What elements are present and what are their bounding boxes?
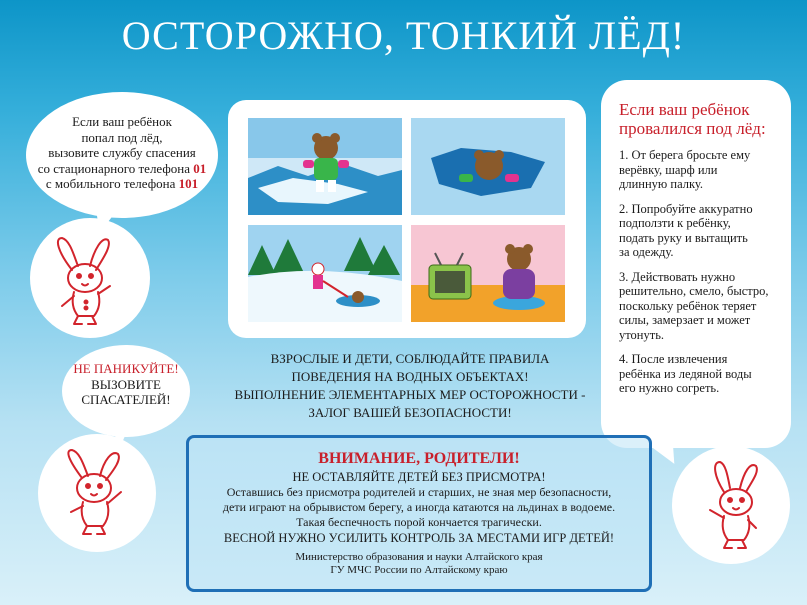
instruction-item: 3. Действовать нужно решительно, смело, быстро, поскольку ребёнок теряет силы, замерзает и может утонуть. <box>619 269 769 342</box>
notice-line: дети играют на обрывистом берегу, а иногда катаются на льдинах в водоеме. <box>222 500 616 514</box>
instructions-heading: Если ваш ребёнок провалился под лёд: <box>619 100 766 138</box>
rules-line: ПОВЕДЕНИЯ НА ВОДНЫХ ОБЪЕКТАХ! <box>291 369 529 384</box>
rules-line: ВЗРОСЛЫЕ И ДЕТИ, СОБЛЮДАЙТЕ ПРАВИЛА <box>270 351 550 366</box>
comic-panel-rescue <box>248 225 402 322</box>
panic-bubble <box>62 345 190 437</box>
panic-line: ВЫЗОВИТЕ <box>91 376 161 392</box>
instruction-item: 4. После извлечения ребёнка из ледяной воды его нужно согреть. <box>619 352 752 395</box>
panic-line: НЕ ПАНИКУЙТЕ! <box>73 361 179 376</box>
rules-line: ВЫПОЛНЕНИЕ ЭЛЕМЕНТАРНЫХ МЕР ОСТОРОЖНОСТИ - <box>234 387 586 402</box>
bunny-illustration <box>40 232 140 332</box>
instruction-item: 2. Попробуйте аккуратно подползти к ребёнку, подать руку и вытащить за одежду. <box>619 201 753 259</box>
rules-line: ЗАЛОГ ВАШЕЙ БЕЗОПАСНОСТИ! <box>308 405 512 420</box>
comic-panel-bear-in-water <box>411 118 565 215</box>
comic-strip <box>228 100 586 338</box>
comic-panel-warming <box>411 225 565 322</box>
notice-line: Оставшись без присмотра родителей и старших, не зная мер безопасности, <box>226 485 612 499</box>
comic-panel-bear-on-ice <box>248 118 402 215</box>
notice-line: НЕ ОСТАВЛЯЙТЕ ДЕТЕЙ БЕЗ ПРИСМОТРА! <box>292 470 546 484</box>
parents-notice <box>186 435 652 592</box>
notice-line: Такая беспечность порой кончается трагически. <box>296 515 542 529</box>
instructions-panel <box>601 80 791 448</box>
safety-rules-text <box>200 350 620 422</box>
bubble-line: попал под лёд, <box>81 129 163 145</box>
bubble-line: вызовите службу спасения <box>48 145 196 160</box>
bubble-line: Если ваш ребёнок <box>72 114 172 129</box>
bubble-line-landline: со стационарного телефона 01 <box>37 160 207 176</box>
bubble-line-mobile: с мобильного телефона 101 <box>45 176 199 191</box>
notice-heading: ВНИМАНИЕ, РОДИТЕЛИ! <box>318 450 520 467</box>
landline-number: 01 <box>193 160 207 176</box>
notice-footer: Министерство образования и науки Алтайского края ГУ МЧС России по Алтайскому краю <box>295 551 543 576</box>
panic-line: СПАСАТЕЛЕЙ! <box>81 392 171 407</box>
instruction-item: 1. От берега бросьте ему верёвку, шарф или длинную палку. <box>619 148 751 191</box>
bunny-illustration <box>48 444 148 544</box>
emergency-call-bubble <box>26 92 218 218</box>
notice-line: ВЕСНОЙ НУЖНО УСИЛИТЬ КОНТРОЛЬ ЗА МЕСТАМИ ИГР ДЕТЕЙ! <box>223 531 615 545</box>
bunny-illustration <box>684 456 784 556</box>
page-title: ОСТОРОЖНО, ТОНКИЙ ЛЁД! <box>121 13 686 58</box>
mobile-number: 101 <box>178 176 199 191</box>
